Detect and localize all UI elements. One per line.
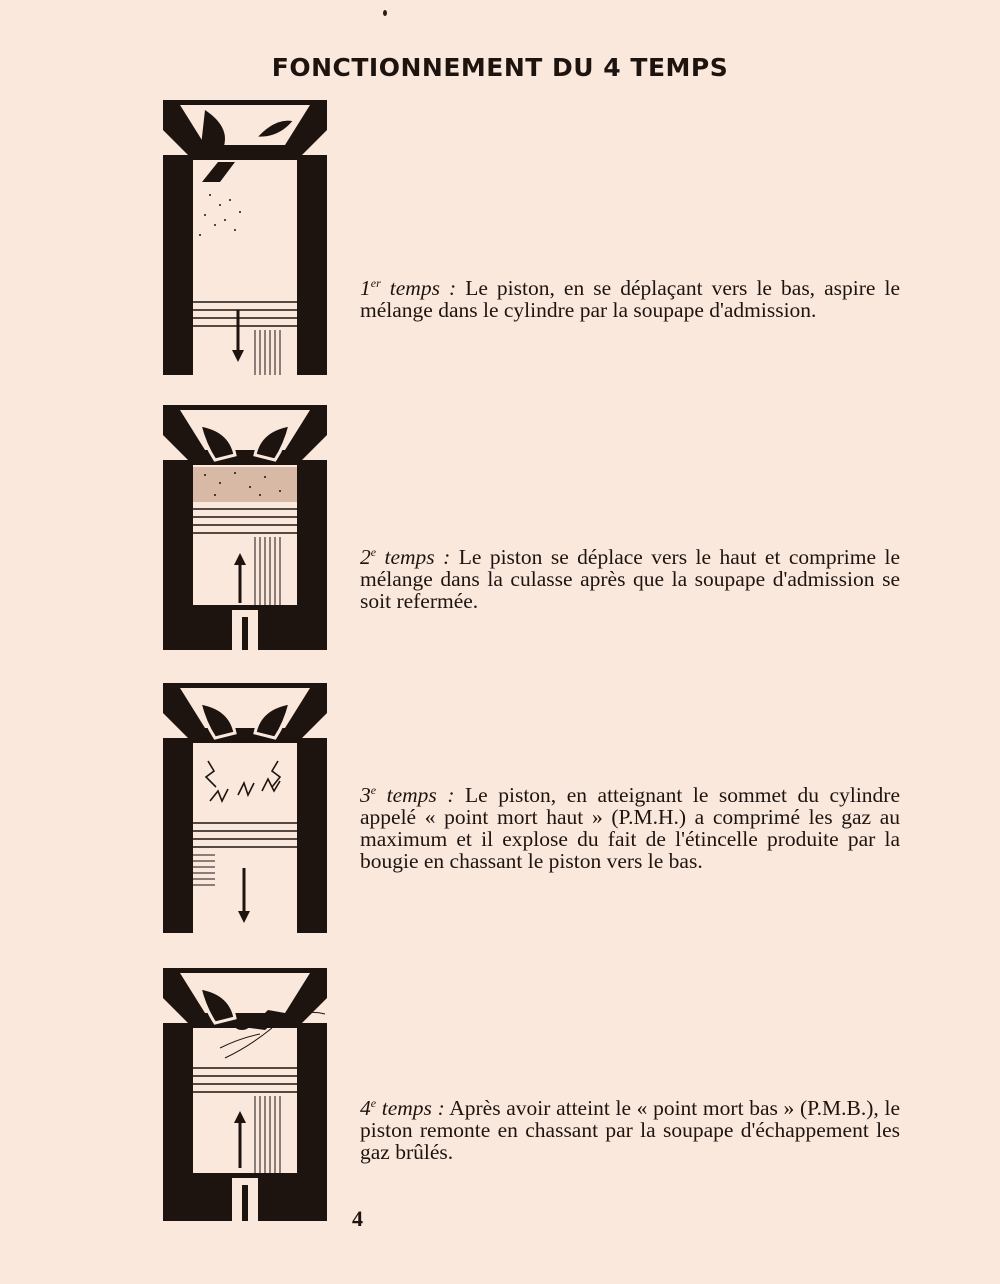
stroke-3-description: 3e temps : Le piston, en atteignant le sommet du cylindre appelé « point mort haut » (P.M.H.) a comprimé les gaz au maximum et il explose du fait de l'étincelle produite par la bougie en chassant le piston vers le bas. [360,782,901,873]
stroke-3-illustration [160,683,330,933]
stroke-1-lead: 1er temps : [360,275,457,300]
stroke-3-lead: 3e temps : [360,782,455,807]
stroke-2-illustration [160,405,330,650]
page-title: FONCTIONNEMENT DU 4 TEMPS [271,52,729,82]
stroke-2-lead: 2e temps : [360,544,451,569]
stroke-1-illustration [160,100,330,375]
ink-speck [383,10,387,16]
stroke-2-description: 2e temps : Le piston se déplace vers le haut et comprime le mélange dans la culasse après que la soupape d'admission se soit refermée. [360,544,900,613]
stroke-4-lead: 4e temps : [360,1095,445,1120]
stroke-4-illustration [160,968,330,1221]
page-number: 4 [352,1206,363,1231]
stroke-4-description: 4e temps : Après avoir atteint le « point mort bas » (P.M.B.), le piston remonte en chassant par la soupape d'échappement les gaz brûlés. [360,1095,900,1164]
stroke-1-description: 1er temps : Le piston, en se déplaçant vers le bas, aspire le mélange dans le cylindre par la soupape d'admission. [360,275,900,322]
